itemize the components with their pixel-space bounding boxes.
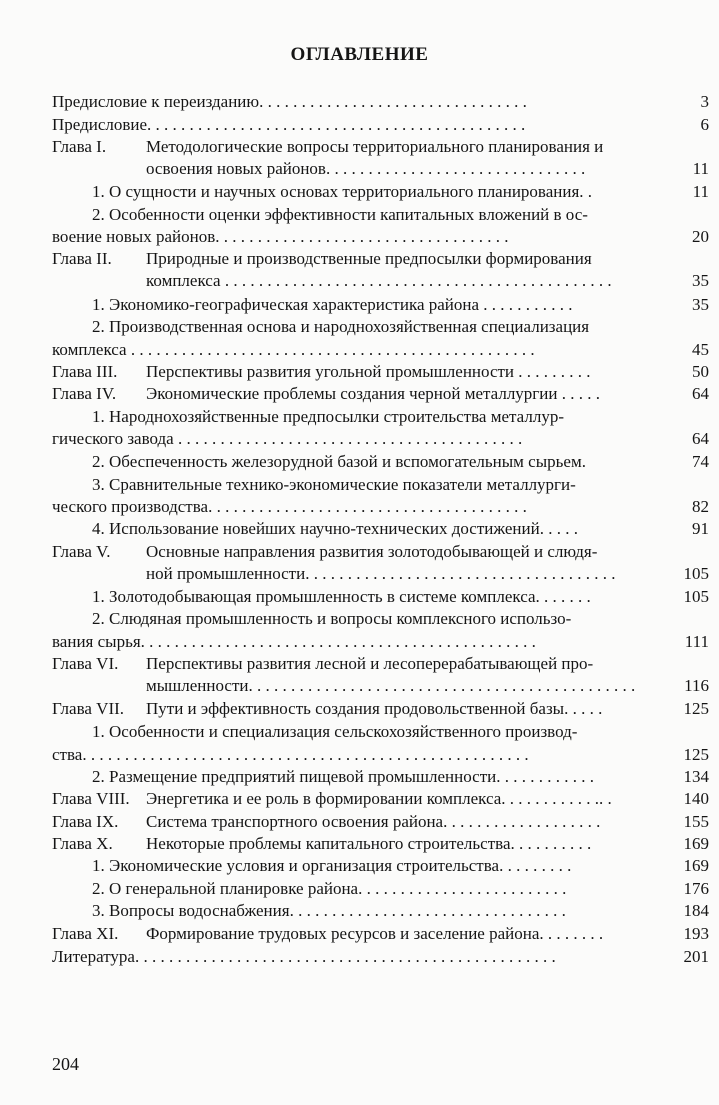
toc-page-ref: 125 [683,745,709,764]
toc-entry-text: Методологические вопросы территориального планирования и [146,137,604,156]
toc-entry [0,451,719,473]
toc-entry-text: Некоторые проблемы капитального строительства. . . . . . . . . . [146,834,592,853]
toc-page-ref: 111 [684,632,709,651]
toc-page-ref: 176 [683,879,709,898]
chapter-label: Глава XI. [52,924,119,943]
toc-entry [0,946,719,968]
toc-entry-text: 2. Особенности оценки эффективности капитальных вложений в ос- [92,205,588,224]
toc-entry-text: Экономические проблемы создания черной металлургии . . . . . [146,384,600,403]
toc-entry-text: 3. Вопросы водоснабжения. . . . . . . . . . . . . . . . . . . . . . . . . . . . . . . . . [92,901,566,920]
toc-entry [0,383,719,405]
toc-entry-text: освоения новых районов. . . . . . . . . . . . . . . . . . . . . . . . . . . . . . . [146,159,586,178]
toc-entry [0,766,719,788]
toc-entry-text: Перспективы развития лесной и лесоперерабатывающей про- [146,654,594,673]
toc-entry [0,248,719,270]
toc-entry [0,204,719,226]
toc-page-ref: 64 [692,429,709,448]
chapter-label: Глава X. [52,834,113,853]
toc-page-ref: 3 [700,92,709,111]
toc-entry-text: мышленности. . . . . . . . . . . . . . . . . . . . . . . . . . . . . . . . . . . . . . . . . . . . . . [146,676,636,695]
toc-entry-text: 2. О генеральной планировке района. . . . . . . . . . . . . . . . . . . . . . . . . [92,879,567,898]
toc-entry-text: Основные направления развития золотодобывающей и слюдя- [146,542,598,561]
toc-entry [0,811,719,833]
toc-entry [0,361,719,383]
toc-entry-text: Система транспортного освоения района. . . . . . . . . . . . . . . . . . . [146,812,601,831]
toc-entry [0,586,719,608]
toc-page-ref: 116 [684,676,709,695]
toc-entry [0,474,719,496]
toc-entry-text: 1. Особенности и специализация сельскохозяйственного производ- [92,722,578,741]
chapter-label: Глава I. [52,137,107,156]
toc-page-ref: 64 [692,384,709,403]
toc-entry-text: гического завода . . . . . . . . . . . . . . . . . . . . . . . . . . . . . . . . . . . . . . . . . [52,429,523,448]
toc-entry [0,428,719,450]
toc-entry [0,788,719,810]
toc-entry-text: 2. Производственная основа и народнохозяйственная специализация [92,317,590,336]
chapter-label: Глава III. [52,362,118,381]
toc-title: ОГЛАВЛЕНИЕ [290,44,429,65]
toc-entry-text: 1. Золотодобывающая промышленность в системе комплекса. . . . . . . [92,587,591,606]
toc-entry [0,136,719,158]
toc-page-ref: 11 [692,159,709,178]
toc-page-ref: 155 [683,812,709,831]
toc-page-ref: 82 [692,497,709,516]
toc-entry-text: 1. Экономико-географическая характеристика района . . . . . . . . . . . [92,295,573,314]
toc-page-ref: 125 [683,699,709,718]
chapter-label: Глава VI. [52,654,119,673]
toc-entry [0,608,719,630]
toc-entry-text: ческого производства. . . . . . . . . . . . . . . . . . . . . . . . . . . . . . . . . . . . . . [52,497,527,516]
toc-entry [0,563,719,585]
toc-entry [0,855,719,877]
toc-page-ref: 35 [692,271,709,290]
toc-entry [0,158,719,180]
toc-entry-text: 1. О сущности и научных основах территориального планирования. . [92,182,593,201]
toc-page-ref: 134 [683,767,709,786]
toc-page-ref: 11 [692,182,709,201]
toc-page-ref: 6 [700,115,709,134]
toc-entry-text: вания сырья. . . . . . . . . . . . . . . . . . . . . . . . . . . . . . . . . . . . . . . . . . . . . . . [52,632,536,651]
toc-entry [0,923,719,945]
toc-entry [0,675,719,697]
toc-entry [0,114,719,136]
toc-entry [0,900,719,922]
toc-page-ref: 20 [692,227,709,246]
chapter-label: Глава II. [52,249,112,268]
toc-page-ref: 105 [683,587,709,606]
toc-entry [0,270,719,292]
toc-entry-text: ства. . . . . . . . . . . . . . . . . . . . . . . . . . . . . . . . . . . . . . . . . . . . . . . . . . . . . [52,745,529,764]
toc-entry-text: 2. Обеспеченность железорудной базой и вспомогательным сырьем. [92,452,586,471]
toc-page-ref: 193 [683,924,709,943]
chapter-label: Глава V. [52,542,111,561]
toc-page-ref: 105 [683,564,709,583]
toc-entry-text: 3. Сравнительные технико-экономические показатели металлурги- [92,475,576,494]
toc-page-ref: 140 [683,789,709,808]
toc-page-ref: 184 [683,901,709,920]
toc-entry-text: Энергетика и ее роль в формировании комплекса. . . . . . . . . . . .. . [146,789,612,808]
toc-page-ref: 201 [683,947,709,966]
toc-entry-text: Предисловие к переизданию. . . . . . . . . . . . . . . . . . . . . . . . . . . . . . . . [52,92,527,111]
toc-page-ref: 169 [683,856,709,875]
toc-entry [0,406,719,428]
toc-entry [0,653,719,675]
toc-entry [0,744,719,766]
toc-entry [0,91,719,113]
toc-entry-text: 4. Использование новейших научно-технических достижений. . . . . [92,519,578,538]
toc-entry [0,518,719,540]
toc-entry-text: Литература. . . . . . . . . . . . . . . . . . . . . . . . . . . . . . . . . . . . . . . . . . . . . . . . . . [52,947,556,966]
toc-page-ref: 91 [692,519,709,538]
toc-page-ref: 74 [692,452,709,471]
toc-entry-text: 1. Экономические условия и организация строительства. . . . . . . . . [92,856,572,875]
toc-entry [0,631,719,653]
toc-entry [0,226,719,248]
chapter-label: Глава VIII. [52,789,130,808]
toc-entry-text: ной промышленности. . . . . . . . . . . . . . . . . . . . . . . . . . . . . . . . . . . . . [146,564,616,583]
toc-entry [0,721,719,743]
chapter-label: Глава VII. [52,699,125,718]
toc-entry-text: Природные и производственные предпосылки формирования [146,249,592,268]
toc-entry [0,294,719,316]
toc-entry-text: 2. Слюдяная промышленность и вопросы комплексного использо- [92,609,572,628]
toc-entry [0,833,719,855]
toc-entry-text: Формирование трудовых ресурсов и заселение района. . . . . . . . [146,924,604,943]
page-number: 204 [52,1054,79,1074]
toc-entry [0,698,719,720]
toc-entry-text: 1. Народнохозяйственные предпосылки строительства металлур- [92,407,564,426]
chapter-label: Глава IX. [52,812,119,831]
toc-entry-text: воение новых районов. . . . . . . . . . . . . . . . . . . . . . . . . . . . . . . . . . . [52,227,509,246]
toc-entry-text: комплекса . . . . . . . . . . . . . . . . . . . . . . . . . . . . . . . . . . . . . . . . . . . . . . [146,271,612,290]
toc-entry-text: 2. Размещение предприятий пищевой промышленности. . . . . . . . . . . . [92,767,594,786]
toc-entry [0,316,719,338]
toc-page-ref: 169 [683,834,709,853]
chapter-label: Глава IV. [52,384,117,403]
toc-entry-text: Предисловие. . . . . . . . . . . . . . . . . . . . . . . . . . . . . . . . . . . . . . . . . . . . . [52,115,526,134]
toc-entry [0,339,719,361]
toc-page-ref: 50 [692,362,709,381]
toc-entry-text: Пути и эффективность создания продовольственной базы. . . . . [146,699,603,718]
toc-entry [0,878,719,900]
toc-entry-text: комплекса . . . . . . . . . . . . . . . . . . . . . . . . . . . . . . . . . . . . . . . . . . . . . . . . [52,340,535,359]
toc-entry [0,541,719,563]
toc-page-ref: 45 [692,340,709,359]
toc-entry [0,496,719,518]
toc-entry-text: Перспективы развития угольной промышленности . . . . . . . . . [146,362,591,381]
toc-entry [0,181,719,203]
toc-page-ref: 35 [692,295,709,314]
